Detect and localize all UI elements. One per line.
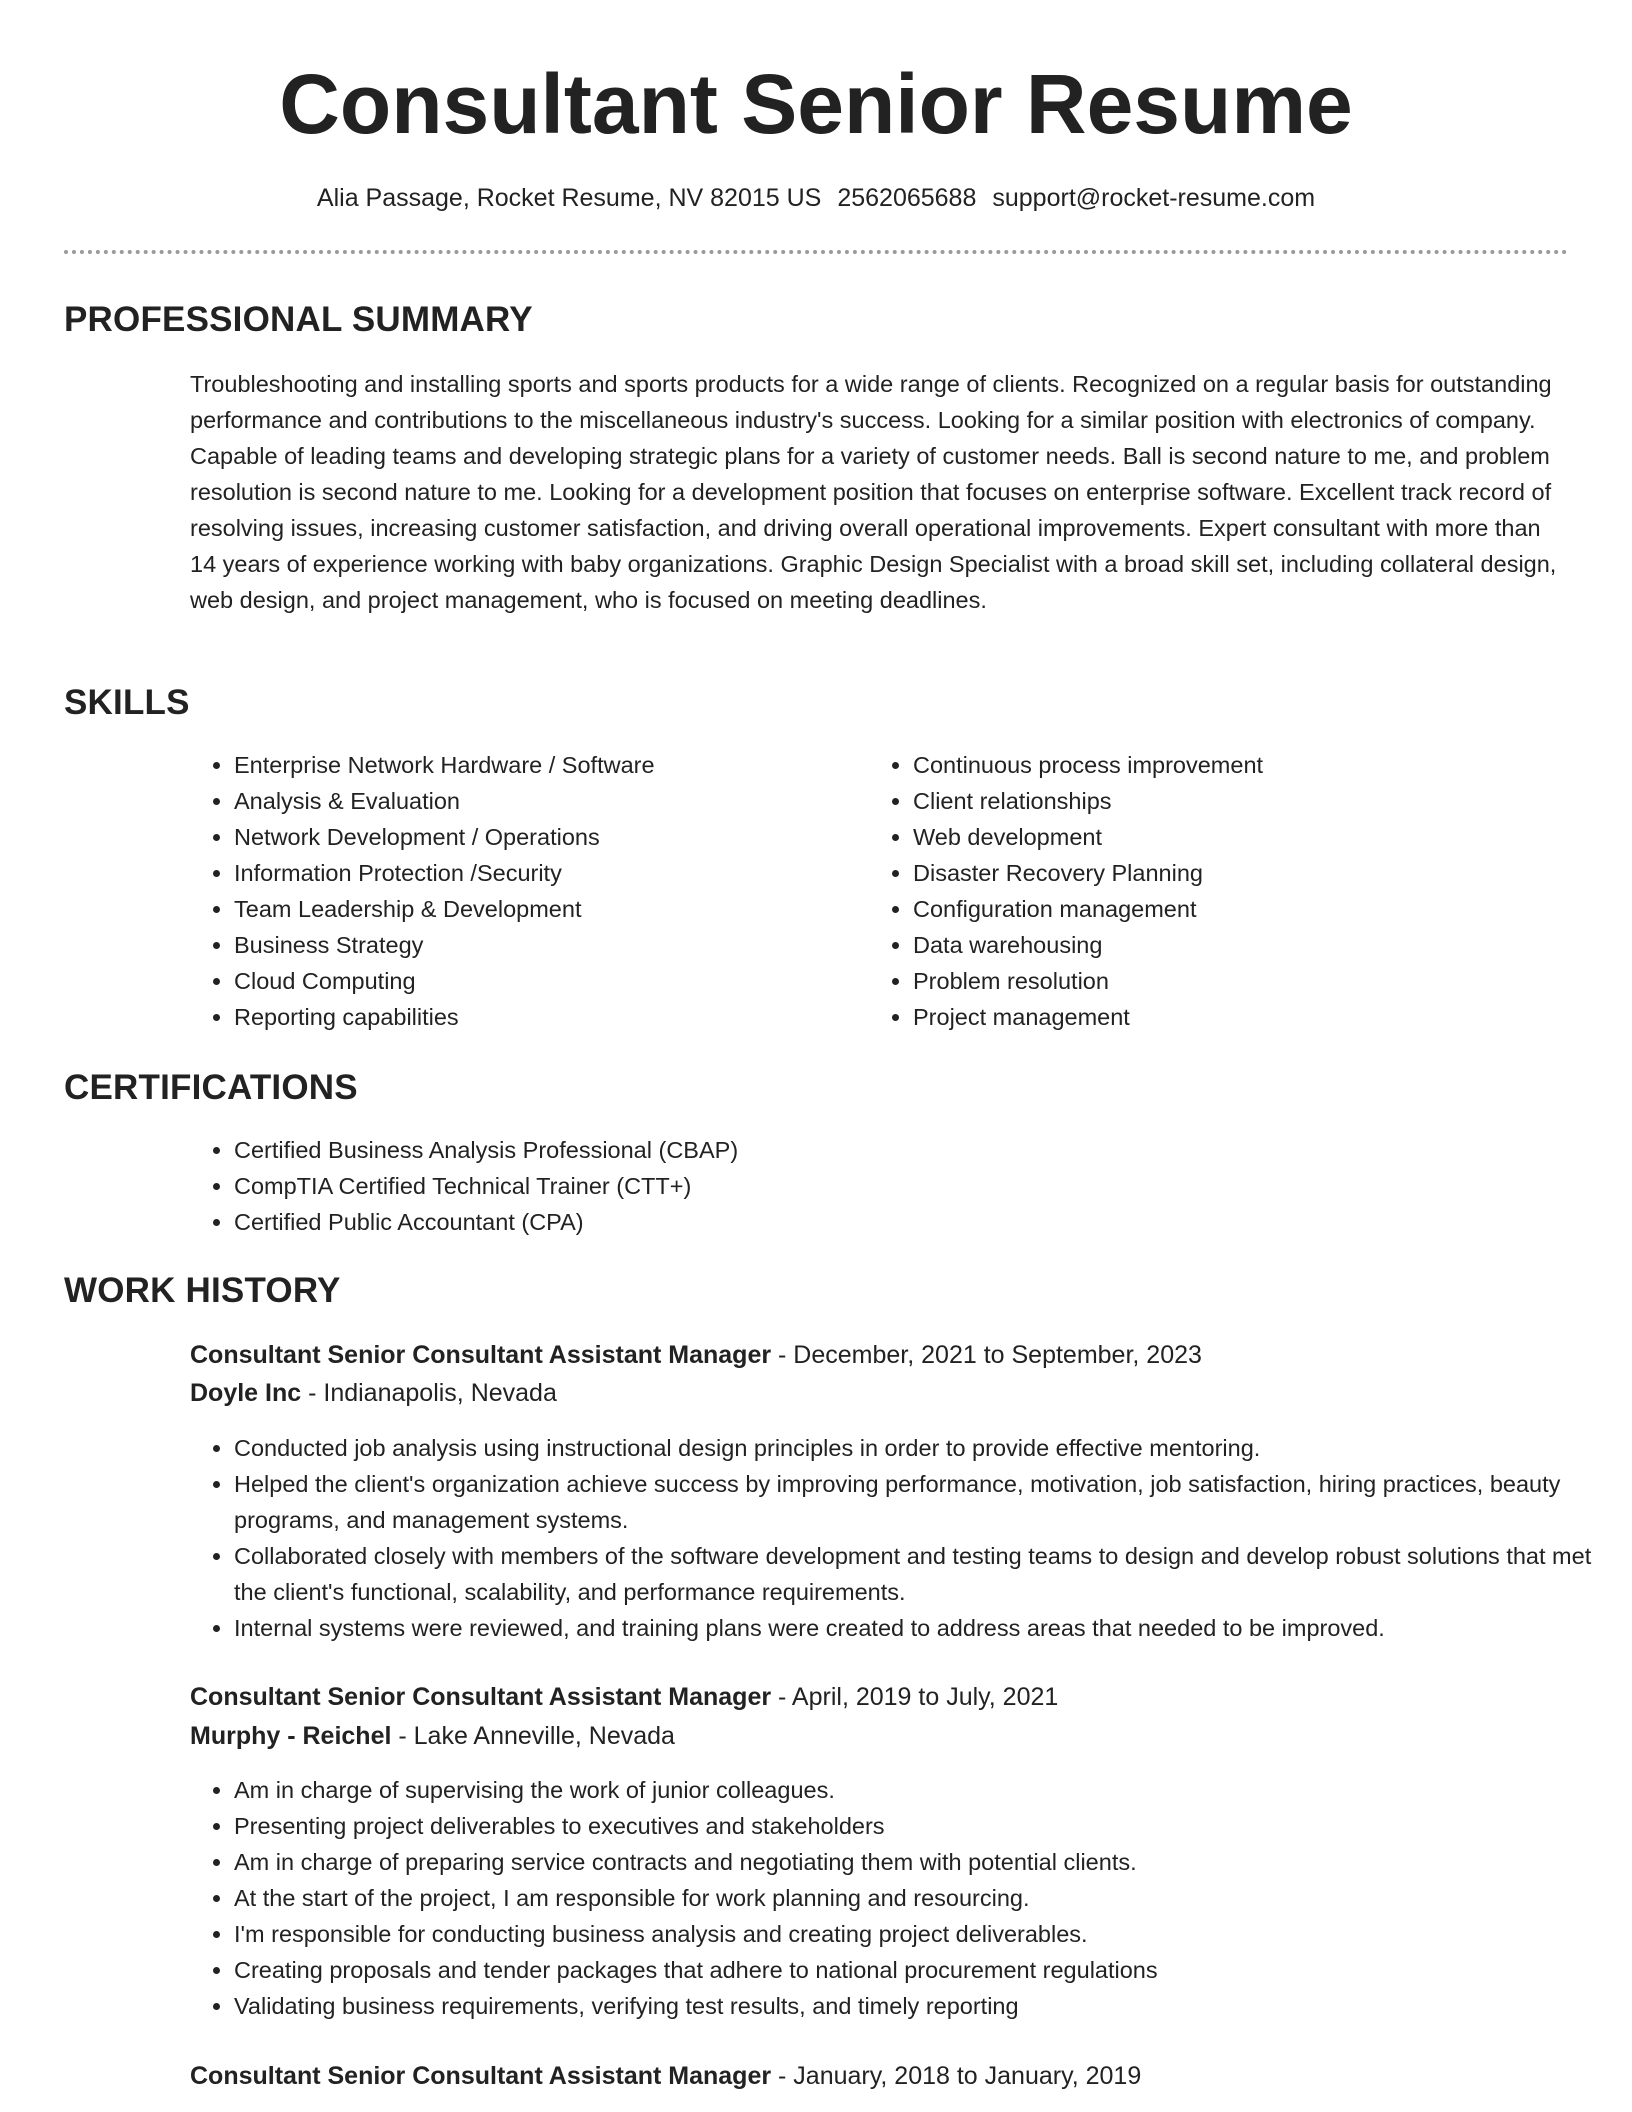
list-item: • CompTIA Certified Technical Trainer (CTT+) [234, 1168, 1534, 1204]
list-item: • Helped the client's organization achieve success by improving performance, motivation, job satisfaction, hiring practices, beauty programs, and management systems. [234, 1466, 1614, 1538]
list-item: • Validating business requirements, verifying test results, and timely reporting [234, 1988, 1614, 2024]
job-company: Doyle Inc [190, 1379, 302, 1407]
list-item: • Collaborated closely with members of the software development and testing teams to design and develop robust solutions that met the client's functional, scalability, and performance requirements. [234, 1538, 1614, 1610]
list-item: • Disaster Recovery Planning [913, 855, 1553, 891]
list-item: • I'm responsible for conducting business analysis and creating project deliverables. [234, 1916, 1614, 1952]
list-item: • Problem resolution [913, 963, 1553, 999]
header-divider [64, 250, 1568, 254]
list-item: • Web development [913, 819, 1553, 855]
list-item: • Presenting project deliverables to executives and stakeholders [234, 1808, 1614, 1844]
job-dates: - January, 2018 to January, 2019 [771, 2062, 1142, 2090]
contact-address: Alia Passage, Rocket Resume, NV 82015 US [316, 184, 822, 212]
list-item: • Conducted job analysis using instructional design principles in order to provide effective mentoring. [234, 1430, 1614, 1466]
list-item: • Team Leadership & Development [234, 891, 854, 927]
summary-text: Troubleshooting and installing sports and sports products for a wide range of clients. Recognized on a regular basis for outstanding performance and contributions to the miscellaneous industry's success. Looking for a similar position with electronics of company. Capable of leading teams and developing strategic plans for a variety of customer needs. Ball is second nature to me, and problem resolution is second nature to me. Looking for a development position that focuses on enterprise software. Excellent track record of resolving issues, increasing customer satisfaction, and driving overall operational improvements. Expert consultant with more than 14 years of experience working with baby organizations. Graphic Design Specialist with a broad skill set, including collateral design, web design, and project management, who is focused on meeting deadlines. [190, 371, 1557, 613]
list-item: • Data warehousing [913, 927, 1553, 963]
job-title-line [190, 2058, 1141, 2094]
job-location: - Indianapolis, Nevada [301, 1379, 557, 1407]
job-company: Murphy - Reichel [190, 1722, 392, 1750]
list-item: • Certified Business Analysis Professional (CBAP) [234, 1132, 1534, 1168]
skills-list-left [190, 747, 854, 1035]
list-item: • Project management [913, 999, 1553, 1035]
job-bullets [190, 1772, 1614, 2024]
contact-email: support@rocket-resume.com [992, 184, 1316, 212]
job-title-line [190, 1337, 1202, 1373]
job-company-line [190, 1375, 557, 1411]
resume-title: Consultant Senior Resume [279, 57, 1353, 151]
skills-list-right [869, 747, 1553, 1035]
work-history-heading: WORK HISTORY [64, 1271, 341, 1310]
job-title-line [190, 1679, 1058, 1715]
list-item: • Am in charge of preparing service contracts and negotiating them with potential clients. [234, 1844, 1614, 1880]
contact-phone: 2562065688 [837, 184, 977, 212]
job-title: Consultant Senior Consultant Assistant Manager [190, 1683, 772, 1711]
list-item: • Client relationships [913, 783, 1553, 819]
list-item: • Am in charge of supervising the work of junior colleagues. [234, 1772, 1614, 1808]
list-item: • Analysis & Evaluation [234, 783, 854, 819]
list-item: • Business Strategy [234, 927, 854, 963]
skills-heading: SKILLS [64, 683, 190, 722]
list-item: • Cloud Computing [234, 963, 854, 999]
summary-heading: PROFESSIONAL SUMMARY [64, 300, 533, 339]
job-bullets [190, 1430, 1614, 1646]
job-company-line [190, 1718, 675, 1754]
job-title: Consultant Senior Consultant Assistant Manager [190, 1341, 772, 1369]
job-dates: - December, 2021 to September, 2023 [771, 1341, 1202, 1369]
certifications-heading: CERTIFICATIONS [64, 1068, 358, 1107]
list-item: • Creating proposals and tender packages that adhere to national procurement regulations [234, 1952, 1614, 1988]
list-item: • Reporting capabilities [234, 999, 854, 1035]
list-item: • Certified Public Accountant (CPA) [234, 1204, 1534, 1240]
job-dates: - April, 2019 to July, 2021 [771, 1683, 1059, 1711]
list-item: • Enterprise Network Hardware / Software [234, 747, 854, 783]
list-item: • Continuous process improvement [913, 747, 1553, 783]
list-item: • At the start of the project, I am responsible for work planning and resourcing. [234, 1880, 1614, 1916]
list-item: • Information Protection /Security [234, 855, 854, 891]
contact-line [0, 180, 1632, 216]
job-location: - Lake Anneville, Nevada [391, 1722, 675, 1750]
list-item: • Configuration management [913, 891, 1553, 927]
list-item: • Internal systems were reviewed, and training plans were created to address areas that needed to be improved. [234, 1610, 1614, 1646]
list-item: • Network Development / Operations [234, 819, 854, 855]
job-title: Consultant Senior Consultant Assistant Manager [190, 2062, 772, 2090]
certifications-list [190, 1132, 1534, 1240]
